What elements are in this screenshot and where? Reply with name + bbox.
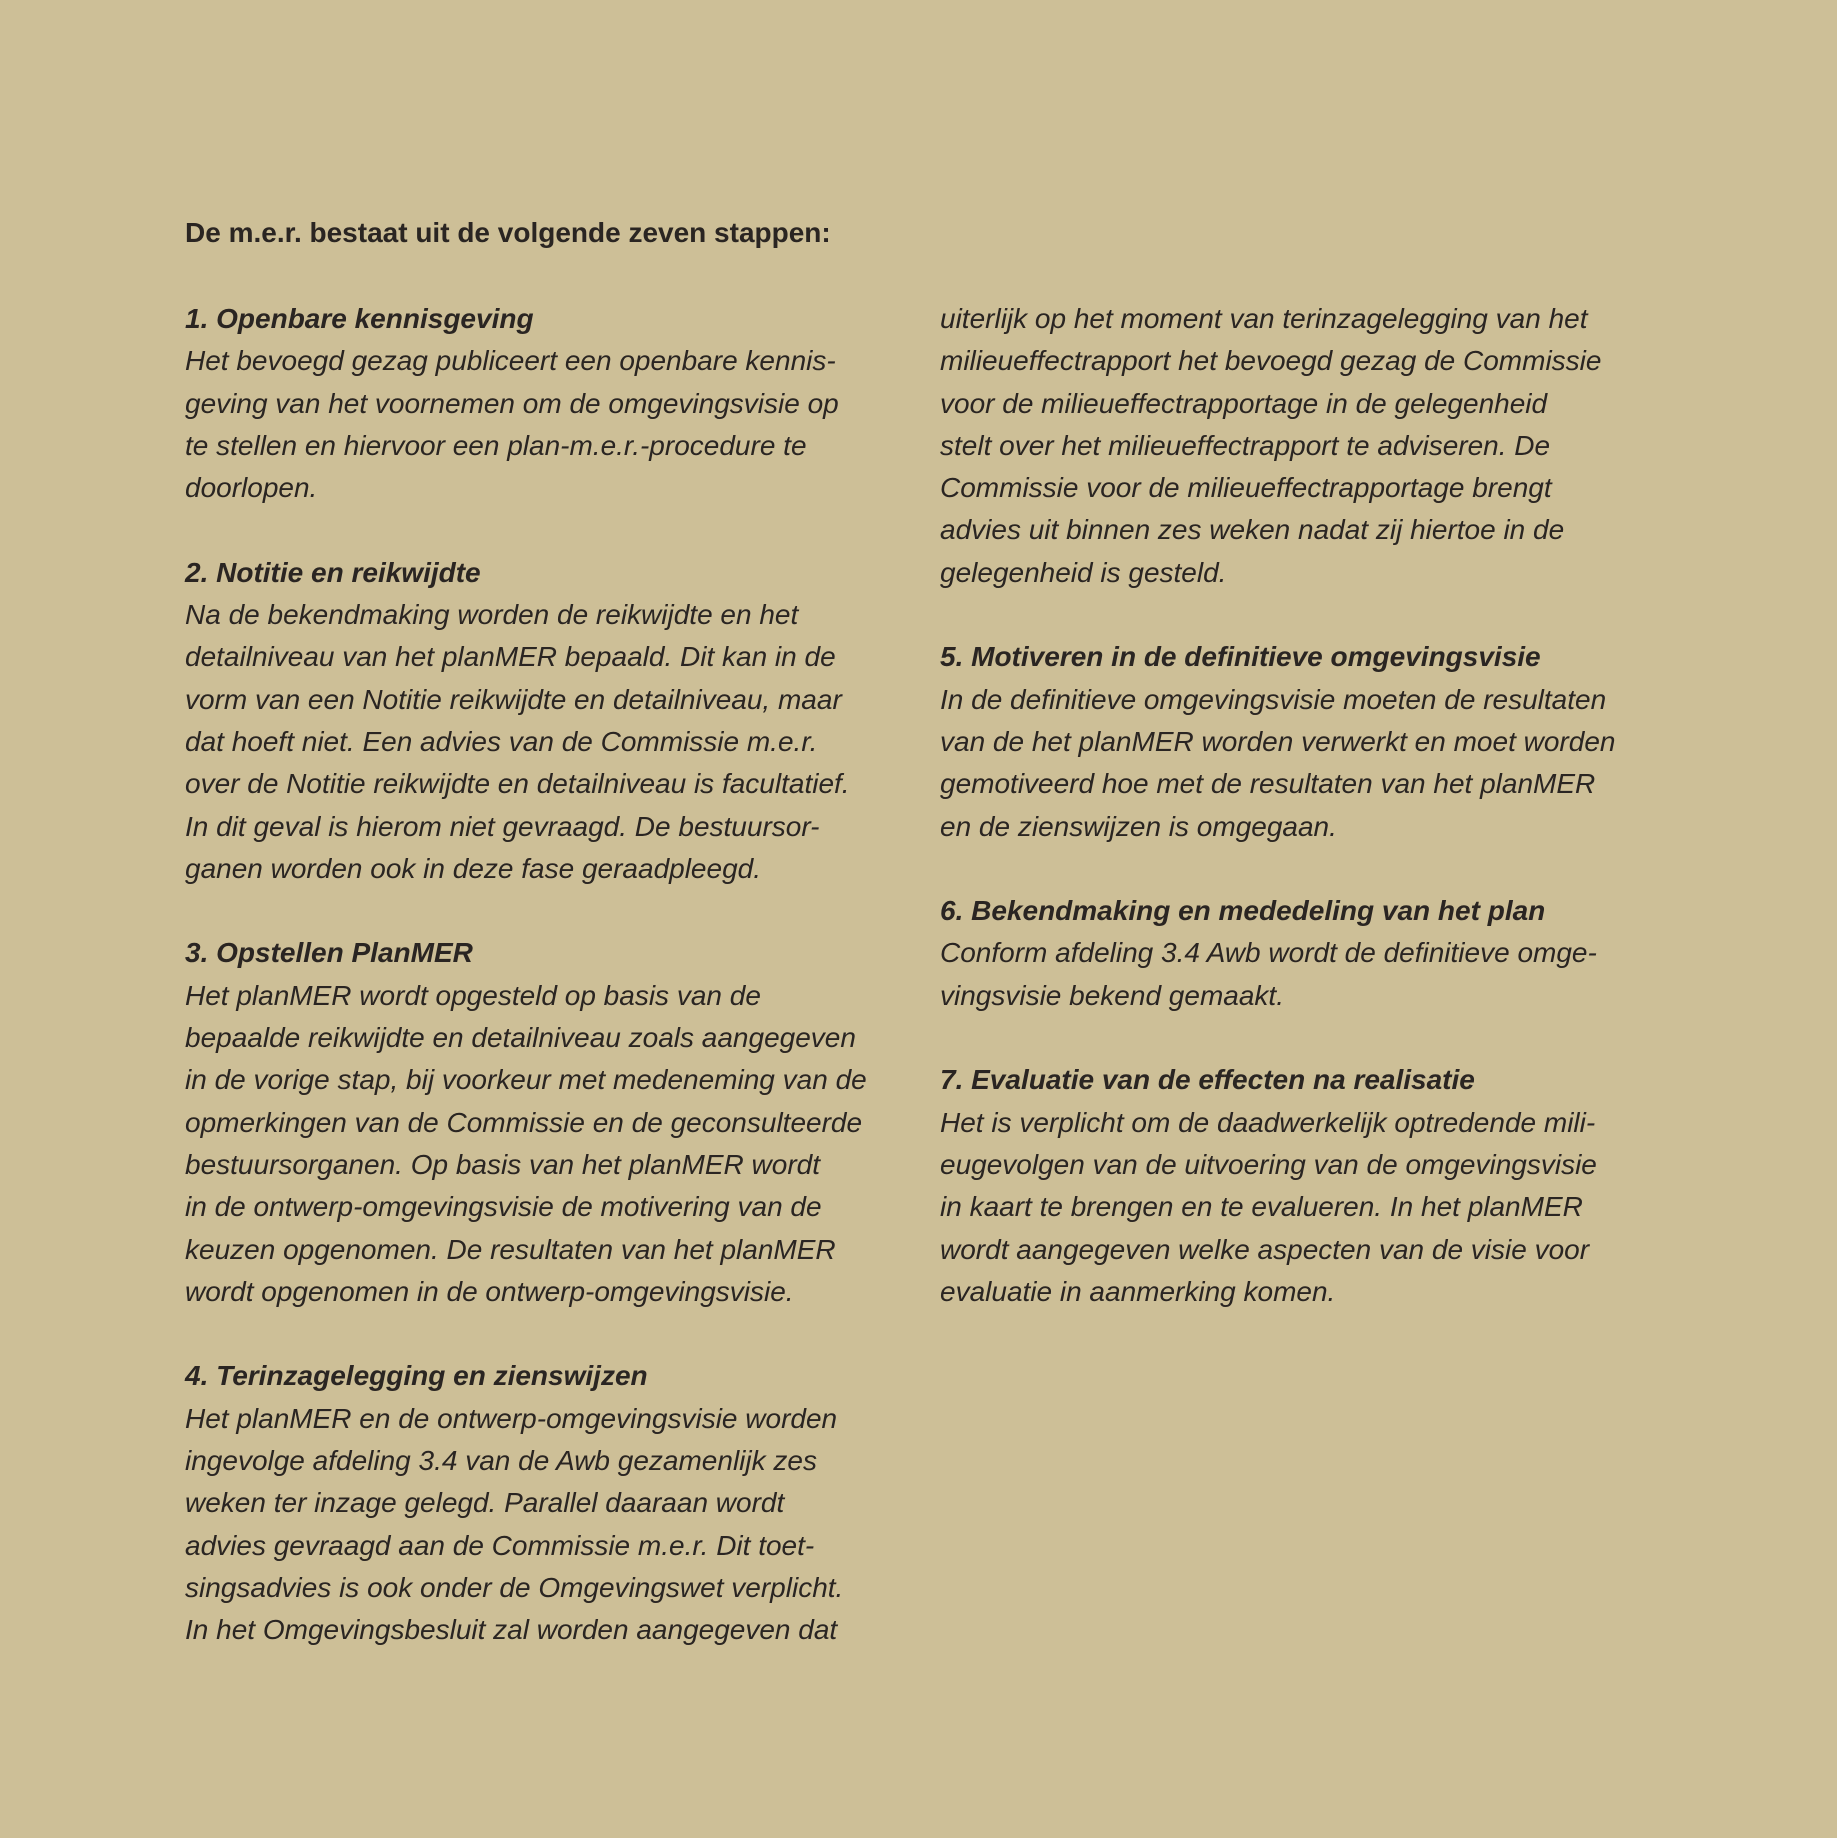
step-text-line: Het bevoegd gezag publiceert een openbare kennis- (185, 345, 836, 377)
step-text-line: keuzen opgenomen. De resultaten van het planMER (185, 1233, 836, 1265)
step-heading: 5. Motiveren in de definitieve omgevingsvisie (940, 641, 1541, 673)
step-text-line: Conform afdeling 3.4 Awb wordt de definitieve omge- (940, 937, 1597, 969)
step-text-line: vingsvisie bekend gemaakt. (940, 979, 1284, 1011)
step-text-line: over de Notitie reikwijdte en detailniveau is facultatief. (185, 768, 850, 800)
step-text-line: In de definitieve omgevingsvisie moeten de resultaten (940, 683, 1607, 715)
step-3 (185, 932, 905, 1313)
step-7 (940, 1059, 1680, 1313)
step-text-line: Na de bekendmaking worden de reikwijdte en het (185, 599, 799, 631)
step-text-line: bepaalde reikwijdte en detailniveau zoals aangegeven (185, 1022, 856, 1054)
step-text-line: evaluatie in aanmerking komen. (940, 1275, 1336, 1307)
step-text-line: Commissie voor de milieueffectrapportage brengt (940, 472, 1552, 504)
step-text-line: geving van het voornemen om de omgevingsvisie op (185, 387, 839, 419)
step-heading: 3. Opstellen PlanMER (185, 937, 473, 969)
step-6 (940, 890, 1680, 1017)
step-text-line: In het Omgevingsbesluit zal worden aangegeven dat (185, 1614, 838, 1646)
step-text-line: ingevolge afdeling 3.4 van de Awb gezamenlijk zes (185, 1445, 817, 1477)
step-text-line: advies gevraagd aan de Commissie m.e.r. Dit toet- (185, 1529, 815, 1561)
step-text-line: gelegenheid is gesteld. (940, 556, 1227, 588)
step-heading: 2. Notitie en reikwijdte (185, 556, 481, 588)
step-text-line: Het is verplicht om de daadwerkelijk optredende mili- (940, 1106, 1596, 1138)
step-text-line: detailniveau van het planMER bepaald. Dit kan in de (185, 641, 836, 673)
step-text-line: wordt opgenomen in de ontwerp-omgevingsvisie. (185, 1275, 794, 1307)
step-heading: 6. Bekendmaking en mededeling van het plan (940, 895, 1546, 927)
step-text-line: weken ter inzage gelegd. Parallel daaraan wordt (185, 1487, 785, 1519)
step-heading: 7. Evaluatie van de effecten na realisatie (940, 1064, 1475, 1096)
step-text-line: in de ontwerp-omgevingsvisie de motivering van de (185, 1191, 822, 1223)
step-text-line: te stellen en hiervoor een plan-m.e.r.-procedure te (185, 429, 807, 461)
step-text-line: in kaart te brengen en te evalueren. In het planMER (940, 1191, 1583, 1223)
step-text-line: bestuursorganen. Op basis van het planMER wordt (185, 1148, 821, 1180)
page-intro: De m.e.r. bestaat uit de volgende zeven stappen: (185, 217, 831, 248)
step-text-line: Het planMER wordt opgesteld op basis van de (185, 979, 761, 1011)
step-text-line: wordt aangegeven welke aspecten van de visie voor (940, 1233, 1590, 1265)
step-text-line: ganen worden ook in deze fase geraadpleegd. (185, 852, 761, 884)
step-4 (185, 1355, 905, 1651)
step-text-line: Het planMER en de ontwerp-omgevingsvisie worden (185, 1402, 838, 1434)
step-text-line: opmerkingen van de Commissie en de geconsulteerde (185, 1106, 863, 1138)
step-text-line: milieueffectrapport het bevoegd gezag de Commissie (940, 345, 1602, 377)
step-text-line: stelt over het milieueffectrapport te adviseren. De (940, 429, 1551, 461)
step-text-line: voor de milieueffectrapportage in de gelegenheid (940, 387, 1548, 419)
step-1 (185, 298, 905, 509)
step-2 (185, 552, 905, 890)
step-text-line: van de het planMER worden verwerkt en moet worden (940, 725, 1616, 757)
step-text-line: en de zienswijzen is omgegaan. (940, 810, 1337, 842)
step-text-line: gemotiveerd hoe met de resultaten van het planMER (940, 768, 1596, 800)
step-text-line: vorm van een Notitie reikwijdte en detailniveau, maar (185, 683, 842, 715)
left-column (185, 298, 905, 1652)
right-column (940, 298, 1680, 1313)
step-text-line: doorlopen. (185, 472, 318, 504)
step-5 (940, 636, 1680, 847)
step-heading: 1. Openbare kennisgeving (185, 303, 534, 334)
step-text-line: in de vorige stap, bij voorkeur met medeneming van de (185, 1064, 867, 1096)
step-text-line: In dit geval is hierom niet gevraagd. De bestuursor- (185, 810, 820, 842)
step-text-line: uiterlijk op het moment van terinzagelegging van het (940, 303, 1588, 334)
step-text-line: advies uit binnen zes weken nadat zij hiertoe in de (940, 514, 1565, 546)
step-text-line: eugevolgen van de uitvoering van de omgevingsvisie (940, 1148, 1597, 1180)
step-heading: 4. Terinzagelegging en zienswijzen (185, 1360, 648, 1392)
step-text-line: singsadvies is ook onder de Omgevingswet verplicht. (185, 1571, 844, 1603)
step-text-line: dat hoeft niet. Een advies van de Commissie m.e.r. (185, 725, 818, 757)
step-4-continued (940, 298, 1680, 594)
